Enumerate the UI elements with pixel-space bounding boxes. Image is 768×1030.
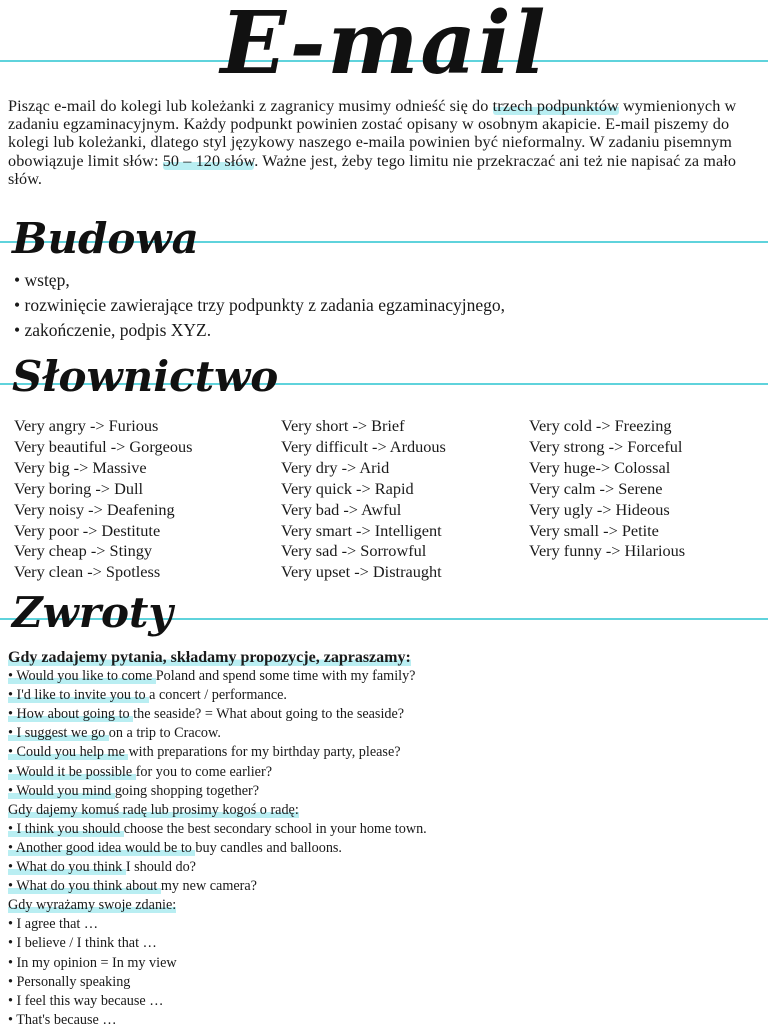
- phrase-item: • Could you help me with preparations for my birthday party, please?: [8, 744, 401, 761]
- intro-highlight-2: 50 – 120 słów: [162, 151, 255, 170]
- phrases-group-heading: Gdy wyrażamy swoje zdanie:: [8, 897, 177, 914]
- vocab-item: Very small -> Petite: [529, 520, 659, 540]
- intro-text-2: wymienionych w zadaniu egzaminacyjnym. Każdy podpunkt powinien zostać opisany w osobnym akapicie. E-mail piszemy do kolegi lub koleżanki, dlatego styl językowy naszego e-maila powinien być nieformalny. W zadaniu pisemnym obowiązuje limit słów:: [8, 97, 737, 170]
- vocab-item: Very short -> Brief: [281, 416, 405, 435]
- vocab-column-2: [281, 416, 446, 583]
- phrase-item: • I feel this way because …: [8, 992, 164, 1009]
- phrase-item: • Personally speaking: [8, 973, 131, 990]
- phrase-item: • That's because …: [8, 1011, 117, 1028]
- vocab-item: Very noisy -> Deafening: [14, 499, 175, 519]
- budowa-list: [14, 268, 754, 343]
- vocab-item: Very cold -> Freezing: [529, 416, 672, 435]
- vocab-item: Very calm -> Serene: [529, 478, 663, 498]
- phrase-item: • Another good idea would be to buy candles and balloons.: [8, 839, 342, 856]
- section-heading-slownictwo: Słownictwo: [12, 352, 279, 401]
- vocab-item: Very strong -> Forceful: [529, 436, 683, 456]
- phrase-item: • What do you think about my new camera?: [8, 878, 257, 895]
- vocab-item: Very dry -> Arid: [281, 457, 390, 477]
- vocab-column-1: [14, 416, 192, 583]
- phrase-item: • What do you think I should do?: [8, 859, 196, 876]
- vocab-item: Very big -> Massive: [14, 457, 147, 477]
- vocab-item: Very quick -> Rapid: [281, 478, 414, 498]
- vocab-item: Very smart -> Intelligent: [281, 520, 442, 540]
- section-heading-budowa: Budowa: [12, 214, 199, 263]
- vocab-item: Very cheap -> Stingy: [14, 541, 153, 561]
- phrase-item: • I think you should choose the best secondary school in your home town.: [8, 820, 427, 837]
- phrases-group-heading: Gdy dajemy komuś radę lub prosimy kogoś o radę:: [8, 801, 299, 818]
- list-item: • wstęp,: [14, 270, 70, 290]
- phrase-item: • Would you like to come Poland and spend some time with my family?: [8, 668, 416, 685]
- phrase-item: • I agree that …: [8, 916, 99, 933]
- phrase-item: • I believe / I think that …: [8, 935, 157, 952]
- vocab-item: Very poor -> Destitute: [14, 520, 161, 540]
- vocab-item: Very difficult -> Arduous: [281, 436, 446, 456]
- phrase-item: • How about going to the seaside? = What about going to the seaside?: [8, 706, 405, 723]
- vocab-item: Very sad -> Sorrowful: [281, 541, 427, 561]
- section-heading-zwroty: Zwroty: [12, 588, 173, 637]
- vocab-item: Very angry -> Furious: [14, 416, 159, 435]
- phrase-item: • Would it be possible for you to come earlier?: [8, 763, 272, 780]
- phrases-block: [8, 648, 758, 1030]
- phrase-item: • I'd like to invite you to a concert / performance.: [8, 687, 287, 704]
- phrase-item: • In my opinion = In my view: [8, 954, 177, 971]
- list-item: • rozwinięcie zawierające trzy podpunkty z zadania egzaminacyjnego,: [14, 295, 506, 315]
- intro-text-1: Pisząc e-mail do kolegi lub koleżanki z zagranicy musimy odnieść się do: [8, 97, 493, 115]
- phrases-group-heading: Gdy zadajemy pytania, składamy propozycje, zapraszamy:: [8, 649, 411, 666]
- phrase-item: • I suggest we go on a trip to Cracow.: [8, 725, 221, 742]
- page-title: E-mail: [220, 0, 548, 94]
- vocab-item: Very clean -> Spotless: [14, 562, 161, 582]
- vocab-column-3: [529, 416, 685, 562]
- intro-highlight-1: trzech podpunktów: [492, 97, 619, 115]
- vocab-item: Very funny -> Hilarious: [529, 541, 686, 561]
- vocab-item: Very bad -> Awful: [281, 499, 402, 519]
- vocab-item: Very huge-> Colossal: [529, 457, 671, 477]
- vocab-item: Very beautiful -> Gorgeous: [14, 436, 193, 456]
- list-item: • zakończenie, podpis XYZ.: [14, 320, 212, 340]
- vocab-item: Very upset -> Distraught: [281, 562, 442, 582]
- intro-text-3: . Ważne jest, żeby tego limitu nie przekraczać ani też nie napisać za mało słów.: [8, 151, 737, 188]
- vocab-item: Very boring -> Dull: [14, 478, 144, 498]
- phrase-item: • Would you mind going shopping together?: [8, 782, 260, 799]
- vocab-item: Very ugly -> Hideous: [529, 499, 670, 519]
- intro-paragraph: [8, 97, 760, 188]
